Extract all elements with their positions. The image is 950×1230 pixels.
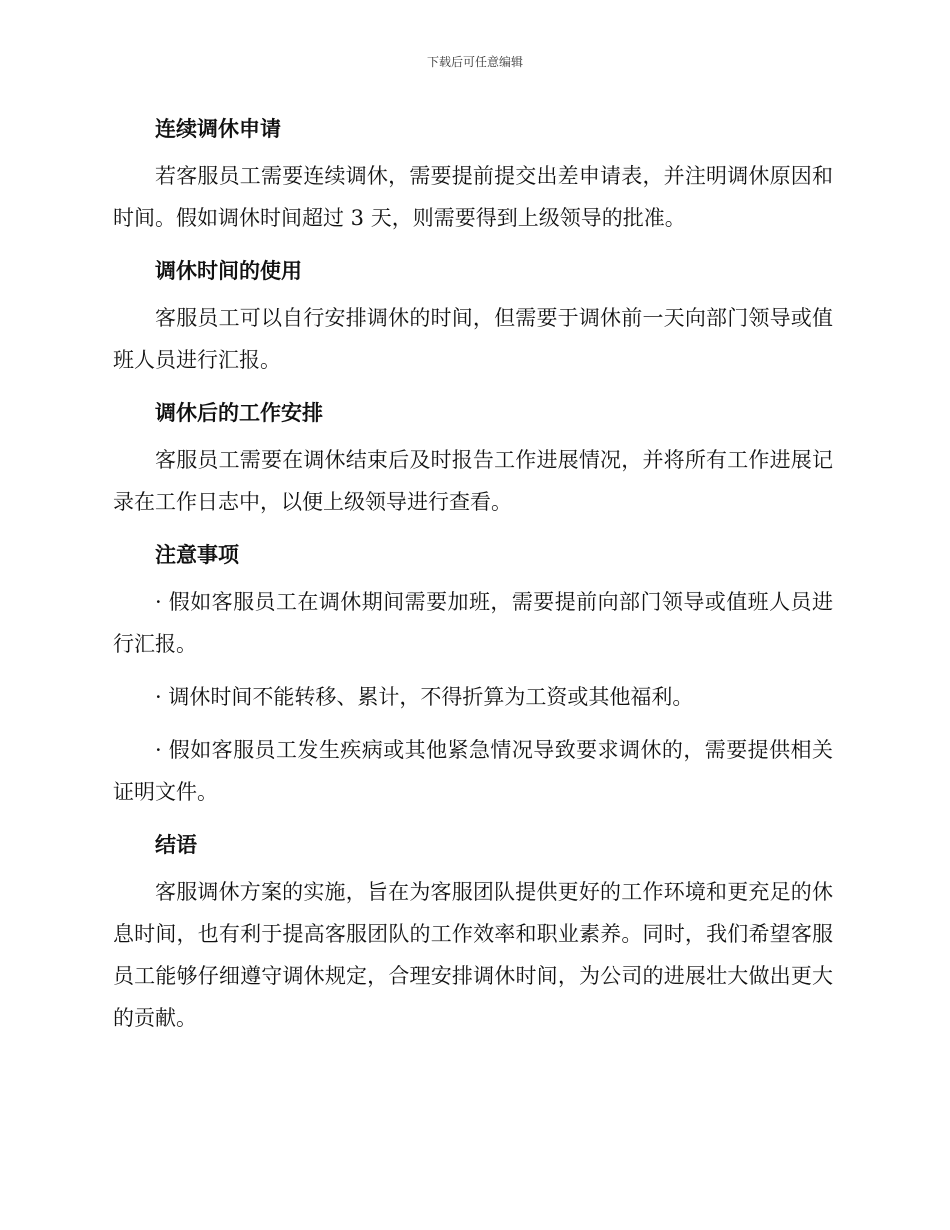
section-heading-post-leave-work: 调休后的工作安排 — [155, 401, 323, 425]
section-paragraph-consecutive-leave: 若客服员工需要连续调休，需要提前提交出差申请表，并注明调休原因和时间。假如调休时间超过 3 天，则需要得到上级领导的批准。 — [113, 164, 833, 230]
section-paragraph-conclusion: 客服调休方案的实施，旨在为客服团队提供更好的工作环境和更充足的休息时间，也有利于提高客服团队的工作效率和职业素养。同时，我们希望客服员工能够仔细遵守调休规定，合理安排调休时间，为公司的进展壮大做出更大的贡献。 — [113, 880, 833, 1030]
section-paragraph-leave-usage: 客服员工可以自行安排调休的时间，但需要于调休前一天向部门领导或值班人员进行汇报。 — [113, 306, 833, 372]
bullet-item: · 假如客服员工在调休期间需要加班，需要提前向部门领导或值班人员进行汇报。 — [113, 590, 833, 656]
header-note: 下载后可任意编辑 — [426, 55, 523, 69]
section-heading-conclusion: 结语 — [155, 833, 197, 857]
bullet-item: · 调休时间不能转移、累计，不得折算为工资或其他福利。 — [155, 685, 694, 709]
document-body — [113, 108, 833, 1039]
section-paragraph-post-leave-work: 客服员工需要在调休结束后及时报告工作进展情况，并将所有工作进展记录在工作日志中，以便上级领导进行查看。 — [113, 448, 833, 514]
section-heading-notes: 注意事项 — [155, 543, 239, 567]
bullet-item: · 假如客服员工发生疾病或其他紧急情况导致要求调休的，需要提供相关证明文件。 — [113, 738, 833, 804]
section-heading-leave-usage: 调休时间的使用 — [155, 259, 302, 283]
section-heading-consecutive-leave: 连续调休申请 — [155, 117, 281, 141]
